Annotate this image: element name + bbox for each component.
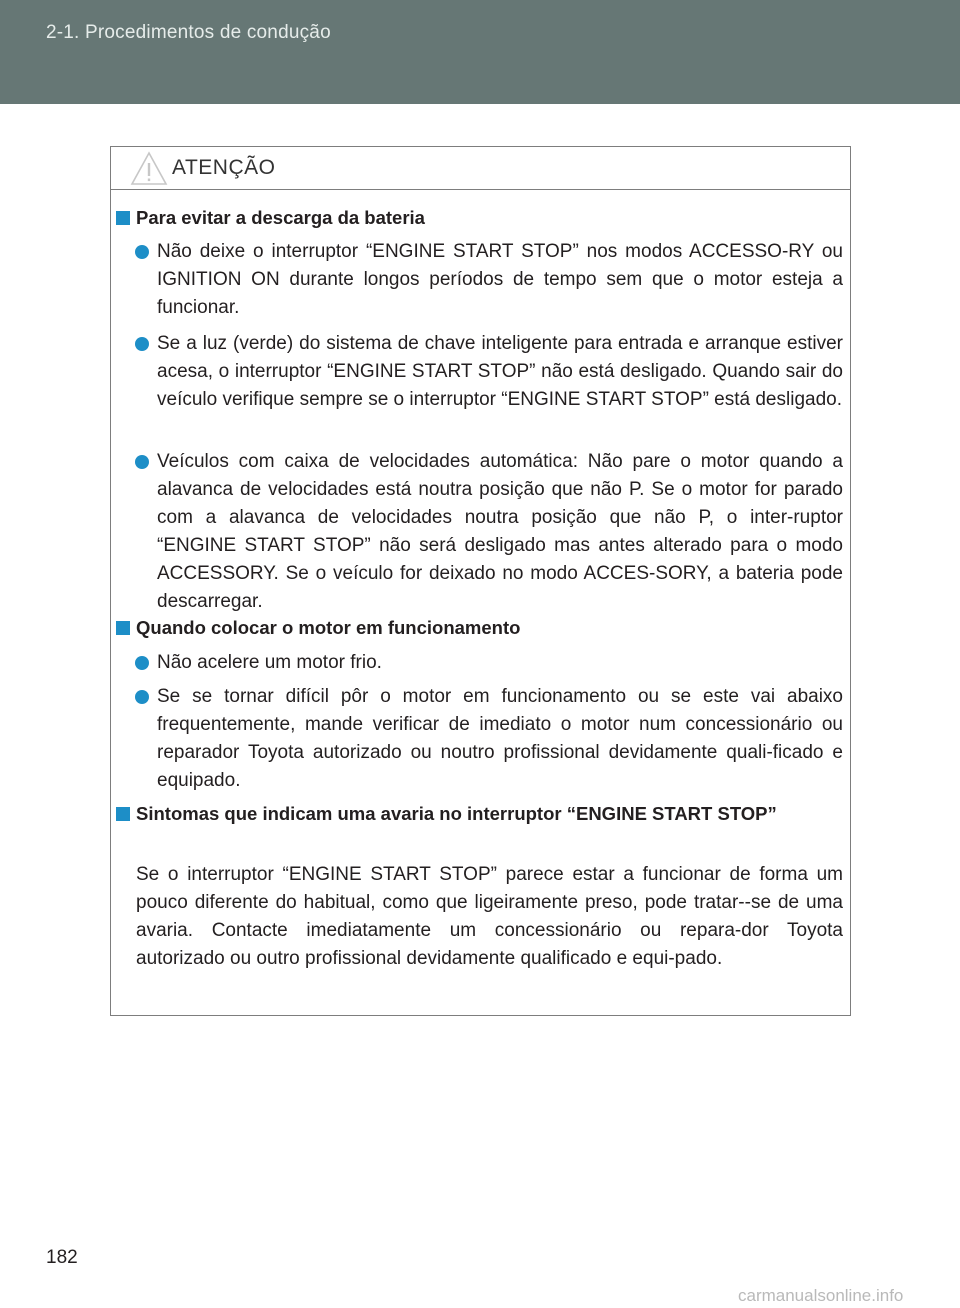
round-bullet-icon	[135, 337, 149, 351]
section-heading: Para evitar a descarga da bateria	[116, 204, 842, 232]
watermark: carmanualsonline.info	[738, 1286, 904, 1305]
round-bullet-icon	[135, 690, 149, 704]
square-bullet-icon	[116, 807, 130, 821]
section-heading: Quando colocar o motor em funcionamento	[116, 614, 842, 642]
section-title: 2-1. Procedimentos de condução	[46, 22, 331, 43]
warning-triangle-icon	[130, 151, 168, 186]
round-bullet-icon	[135, 656, 149, 670]
warning-title: ATENÇÃO	[172, 156, 276, 179]
warning-header	[111, 147, 850, 190]
page-number: 182	[46, 1247, 78, 1268]
square-bullet-icon	[116, 211, 130, 225]
warning-box: ATENÇÃO Para evitar a descarga da bateria Não deixe o interruptor “ENGINE START STOP” nos modos ACCESSO-RY ou IGNITION ON durante longos períodos de tempo sem que o motor esteja a funcionar. Se a luz (verde) do sistema de chave inteligente para entrada e arranque estiver acesa, o interruptor “ENGINE START STOP” não está desligado. Quando sair do veículo verifique sempre se o interruptor “ENGINE START STOP” está desligado. Veículos com caixa de velocidades automática: Não pare o motor quando a alavanca de velocidades está noutra posição que não P. Se o motor for parado com a alavanca de velocidades noutra posição que não P, o inter-ruptor “ENGINE START STOP” não será desligado mas antes alterado para o modo ACCESSORY. Se o veículo for deixado no modo ACCES-SORY, a bateria pode descarregar. Quando colocar o motor em funcionamento Não acelere um motor frio. Se se tornar difícil pôr o motor em funcionamento ou se este vai abaixo frequentemente, mande verificar de imediato o motor num concessionário ou reparador Toyota autorizado ou noutro profissional devidamente quali-ficado e equipado. Sintomas que indicam uma avaria no interruptor “ENGINE START STOP” Se o interruptor “ENGINE START STOP” parece estar a funcionar de forma um pouco diferente do habitual, como que ligeiramente preso, pode tratar--se de uma avaria. Contacte imediatamente um concessionário ou repara-dor Toyota autorizado ou outro profissional devidamente qualificado e equi-pado.	[110, 146, 851, 1016]
round-bullet-icon	[135, 245, 149, 259]
section-paragraph: Se o interruptor “ENGINE START STOP” parece estar a funcionar de forma um pouco diferente do habitual, como que ligeiramente preso, pode tratar--se de uma avaria. Contacte imediatamente um concessionário ou repara-dor Toyota autorizado ou outro profissional devidamente qualificado e equi-pado.	[136, 864, 843, 969]
round-bullet-icon	[135, 455, 149, 469]
page-header	[0, 0, 960, 104]
square-bullet-icon	[116, 621, 130, 635]
section-heading: Sintomas que indicam uma avaria no interruptor “ENGINE START STOP”	[116, 800, 842, 828]
